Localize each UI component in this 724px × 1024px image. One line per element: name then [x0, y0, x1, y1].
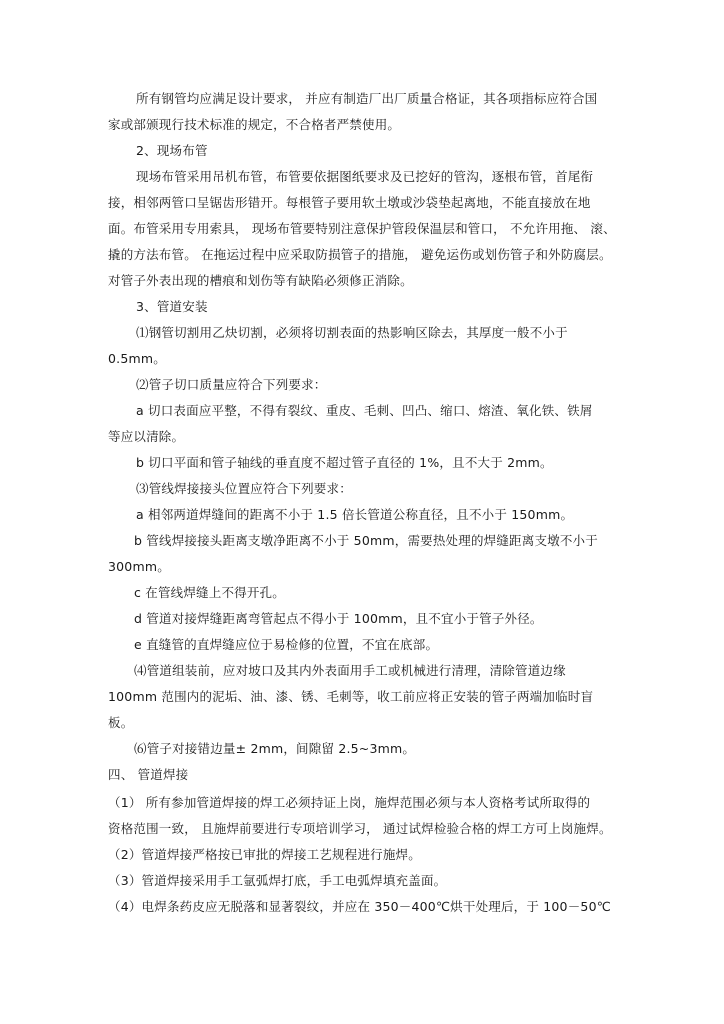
paragraph-line: b 切口平面和管子轴线的垂直度不超过管子直径的 1%，且不大于 2mm。	[136, 455, 553, 470]
paragraph-line: a 相邻两道焊缝间的距离不小于 1.5 倍长管道公称直径，且不小于 150mm。	[136, 507, 574, 522]
paragraph-line: ⑷管道组装前，应对坡口及其内外表面用手工或机械进行清理，清除管道边缘	[134, 663, 566, 678]
paragraph-line: ⑴钢管切割用乙炔切割，必须将切割表面的热影响区除去，其厚度一般不小于	[136, 325, 568, 340]
section-heading: 2、现场布管	[136, 143, 208, 158]
paragraph-line: 对管子外表出现的槽痕和划伤等有缺陷必须修正消除。	[108, 273, 413, 288]
paragraph-line: （1） 所有参加管道焊接的焊工必须持证上岗，施焊范围必须与本人资格考试所取得的	[108, 795, 591, 810]
paragraph-line: 100mm 范围内的泥垢、油、漆、锈、毛刺等，收工前应将正安装的管子两端加临时盲	[108, 689, 594, 704]
paragraph-line: 面。布管采用专用索具， 现场布管要特别注意保护管段保温层和管口， 不允许用拖、 滚、	[108, 221, 616, 236]
paragraph-line: （4）电焊条药皮应无脱落和显著裂纹，并应在 350－400℃烘干处理后，于 100－50℃	[108, 899, 611, 914]
paragraph-line: 现场布管采用吊机布管，布管要依据图纸要求及已挖好的管沟，逐根布管，首尾衔	[136, 169, 594, 184]
paragraph-line: 接，相邻两管口呈锯齿形错开。每根管子要用软土墩或沙袋垫起离地，不能直接放在地	[108, 195, 591, 210]
paragraph-line: c 在管线焊缝上不得开孔。	[134, 585, 285, 600]
paragraph-line: e 直缝管的直焊缝应位于易检修的位置，不宜在底部。	[134, 637, 439, 652]
paragraph-line: 等应以清除。	[108, 429, 185, 444]
paragraph-line: a 切口表面应平整，不得有裂纹、重皮、毛刺、凹凸、缩口、熔渣、氧化铁、铁屑	[136, 403, 593, 418]
paragraph-line: 所有钢管均应满足设计要求， 并应有制造厂出厂质量合格证，其各项指标应符合国	[136, 91, 598, 106]
paragraph-line: 资格范围一致， 且施焊前要进行专项培训学习， 通过试焊检验合格的焊工方可上岗施焊。	[108, 821, 612, 836]
paragraph-line: 撬的方法布管。 在拖运过程中应采取防损管子的措施， 避免运伤或划伤管子和外防腐层。	[108, 247, 612, 262]
paragraph-line: ⑶管线焊接接头位置应符合下列要求：	[136, 481, 352, 496]
paragraph-line: 0.5mm。	[108, 351, 166, 366]
section-heading: 3、管道安装	[136, 299, 208, 314]
paragraph-line: 板。	[108, 715, 134, 730]
paragraph-line: 家或部颁现行技术标准的规定，不合格者严禁使用。	[108, 117, 401, 132]
paragraph-line: （3）管道焊接采用手工氩弧焊打底，手工电弧焊填充盖面。	[108, 873, 447, 888]
paragraph-line: ⑵管子切口质量应符合下列要求：	[136, 377, 327, 392]
paragraph-line: （2）管道焊接严格按已审批的焊接工艺规程进行施焊。	[108, 847, 421, 862]
paragraph-line: ⑹管子对接错边量± 2mm，间隙留 2.5~3mm。	[134, 741, 416, 756]
paragraph-line: d 管道对接焊缝距离弯管起点不得小于 100mm，且不宜小于管子外径。	[134, 611, 543, 626]
paragraph-line: 300mm。	[108, 559, 170, 574]
paragraph-line: b 管线焊接接头距离支墩净距离不小于 50mm，需要热处理的焊缝距离支墩不小于	[134, 533, 598, 548]
chapter-heading: 四、 管道焊接	[108, 767, 189, 782]
